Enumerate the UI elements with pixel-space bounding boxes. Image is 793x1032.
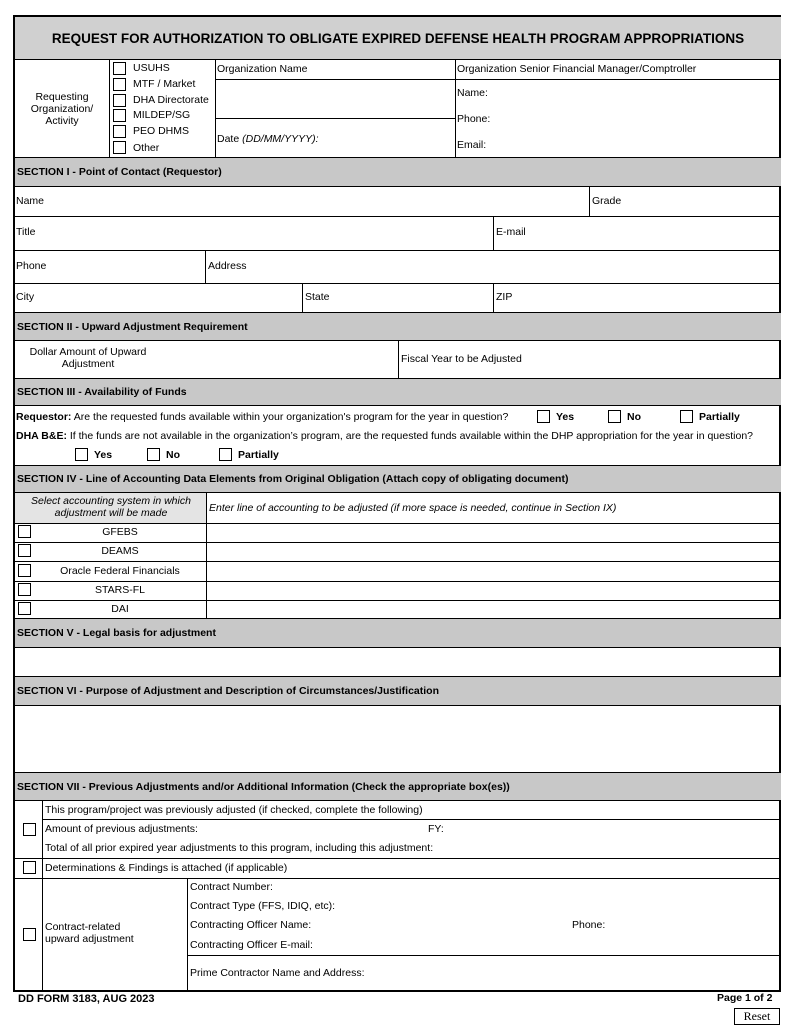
dha-yes-label: Yes xyxy=(94,449,113,461)
dha-no-checkbox[interactable] xyxy=(147,448,160,461)
poc-address-label: Address xyxy=(208,260,247,272)
accounting-system-label: Oracle Federal Financials xyxy=(60,565,180,577)
contract-number-label: Contract Number: xyxy=(190,881,273,893)
prev-fy-label: FY: xyxy=(428,823,444,835)
accounting-system-header: Select accounting system in which adjustment will be made xyxy=(31,495,191,519)
section-1-heading: SECTION I - Point of Contact (Requestor) xyxy=(15,157,781,187)
co-phone-label: Phone: xyxy=(572,919,606,931)
contract-type-label: Contract Type (FFS, IDIQ, etc): xyxy=(190,900,336,912)
poc-grade-label: Grade xyxy=(592,195,622,207)
contract-related-label: Contract-related upward adjustment xyxy=(45,921,134,945)
fiscal-year-label: Fiscal Year to be Adjusted xyxy=(401,353,522,365)
org-option-checkbox[interactable] xyxy=(113,62,126,75)
org-option-label: MILDEP/SG xyxy=(133,109,191,121)
section-5-heading: SECTION V - Legal basis for adjustment xyxy=(15,618,781,648)
dha-no-label: No xyxy=(166,449,180,461)
line-of-accounting-header: Enter line of accounting to be adjusted (if more space is needed, continue in Section IX) xyxy=(209,502,617,514)
requestor-yes-label: Yes xyxy=(556,411,575,423)
requestor-partially-label: Partially xyxy=(699,411,740,423)
section-2-heading: SECTION II - Upward Adjustment Requirement xyxy=(15,312,781,341)
requestor-yes-checkbox[interactable] xyxy=(537,410,550,423)
page-number: Page 1 of 2 xyxy=(717,992,773,1004)
senior-phone-label: Phone: xyxy=(457,113,491,125)
date-label: Date (DD/MM/YYYY): xyxy=(217,133,319,145)
org-option-label: USUHS xyxy=(133,62,170,74)
poc-title-label: Title xyxy=(16,226,36,238)
org-option-label: DHA Directorate xyxy=(133,94,209,106)
accounting-system-checkbox[interactable] xyxy=(18,564,31,577)
form-frame xyxy=(13,15,781,992)
poc-city-label: City xyxy=(16,291,35,303)
prev-adjusted-label: This program/project was previously adjusted (if checked, complete the following) xyxy=(45,804,423,816)
accounting-system-label: GFEBS xyxy=(102,526,138,538)
dha-question: DHA B&E: If the funds are not available in the organization’s program, are the requested funds available within the DHP appropriation for the year in question? xyxy=(16,430,753,442)
prime-contractor-label: Prime Contractor Name and Address: xyxy=(190,967,365,979)
co-email-label: Contracting Officer E-mail: xyxy=(190,939,313,951)
accounting-system-checkbox[interactable] xyxy=(18,602,31,615)
poc-email-label: E-mail xyxy=(496,226,526,238)
accounting-system-checkbox[interactable] xyxy=(18,525,31,538)
df-checkbox[interactable] xyxy=(23,861,36,874)
section-3-heading: SECTION III - Availability of Funds xyxy=(15,378,781,406)
senior-manager-label: Organization Senior Financial Manager/Comptroller xyxy=(457,63,697,75)
org-option-label: PEO DHMS xyxy=(133,125,190,137)
dha-yes-checkbox[interactable] xyxy=(75,448,88,461)
contract-checkbox[interactable] xyxy=(23,928,36,941)
legal-basis-field[interactable] xyxy=(15,649,781,676)
prev-total-label: Total of all prior expired year adjustments to this program, including this adjustment: xyxy=(45,842,434,854)
form-number: DD FORM 3183, AUG 2023 xyxy=(18,993,155,1005)
section-6-heading: SECTION VI - Purpose of Adjustment and Description of Circumstances/Justification xyxy=(15,676,781,706)
poc-name-label: Name xyxy=(16,195,45,207)
senior-name-label: Name: xyxy=(457,87,488,99)
df-label: Determinations & Findings is attached (if applicable) xyxy=(45,862,288,874)
dha-partially-checkbox[interactable] xyxy=(219,448,232,461)
requesting-org-label: Requesting Organization/ Activity xyxy=(30,91,94,127)
requestor-no-label: No xyxy=(627,411,641,423)
poc-zip-label: ZIP xyxy=(496,291,513,303)
org-option-label: MTF / Market xyxy=(133,78,196,90)
poc-state-label: State xyxy=(305,291,330,303)
org-option-label: Other xyxy=(133,142,160,154)
org-option-checkbox[interactable] xyxy=(113,141,126,154)
poc-phone-label: Phone xyxy=(16,260,47,272)
org-option-checkbox[interactable] xyxy=(113,125,126,138)
accounting-system-label: DEAMS xyxy=(101,545,139,557)
prev-adjusted-checkbox[interactable] xyxy=(23,823,36,836)
co-name-label: Contracting Officer Name: xyxy=(190,919,312,931)
accounting-system-label: STARS-FL xyxy=(95,584,145,596)
requestor-partially-checkbox[interactable] xyxy=(680,410,693,423)
accounting-system-label: DAI xyxy=(111,603,129,615)
org-option-checkbox[interactable] xyxy=(113,78,126,91)
section-7-heading: SECTION VII - Previous Adjustments and/or Additional Information (Check the appropriate box(es)) xyxy=(15,772,781,801)
org-option-checkbox[interactable] xyxy=(113,109,126,122)
form-title: REQUEST FOR AUTHORIZATION TO OBLIGATE EXPIRED DEFENSE HEALTH PROGRAM APPROPRIATIONS xyxy=(15,17,781,60)
justification-field[interactable] xyxy=(15,707,781,772)
org-option-checkbox[interactable] xyxy=(113,94,126,107)
accounting-system-checkbox[interactable] xyxy=(18,583,31,596)
section-4-heading: SECTION IV - Line of Accounting Data Elements from Original Obligation (Attach copy of obligating document) xyxy=(15,465,781,493)
org-name-field[interactable] xyxy=(216,80,456,118)
dollar-amount-label: Dollar Amount of Upward Adjustment xyxy=(29,346,147,370)
reset-button[interactable]: Reset xyxy=(734,1008,780,1025)
prev-amount-label: Amount of previous adjustments: xyxy=(45,823,198,835)
senior-email-label: Email: xyxy=(457,139,487,151)
requestor-no-checkbox[interactable] xyxy=(608,410,621,423)
dha-partially-label: Partially xyxy=(238,449,279,461)
org-name-label: Organization Name xyxy=(217,63,308,75)
accounting-system-checkbox[interactable] xyxy=(18,544,31,557)
requestor-question: Requestor: Are the requested funds available within your organization's program for the year in question? xyxy=(16,411,509,423)
